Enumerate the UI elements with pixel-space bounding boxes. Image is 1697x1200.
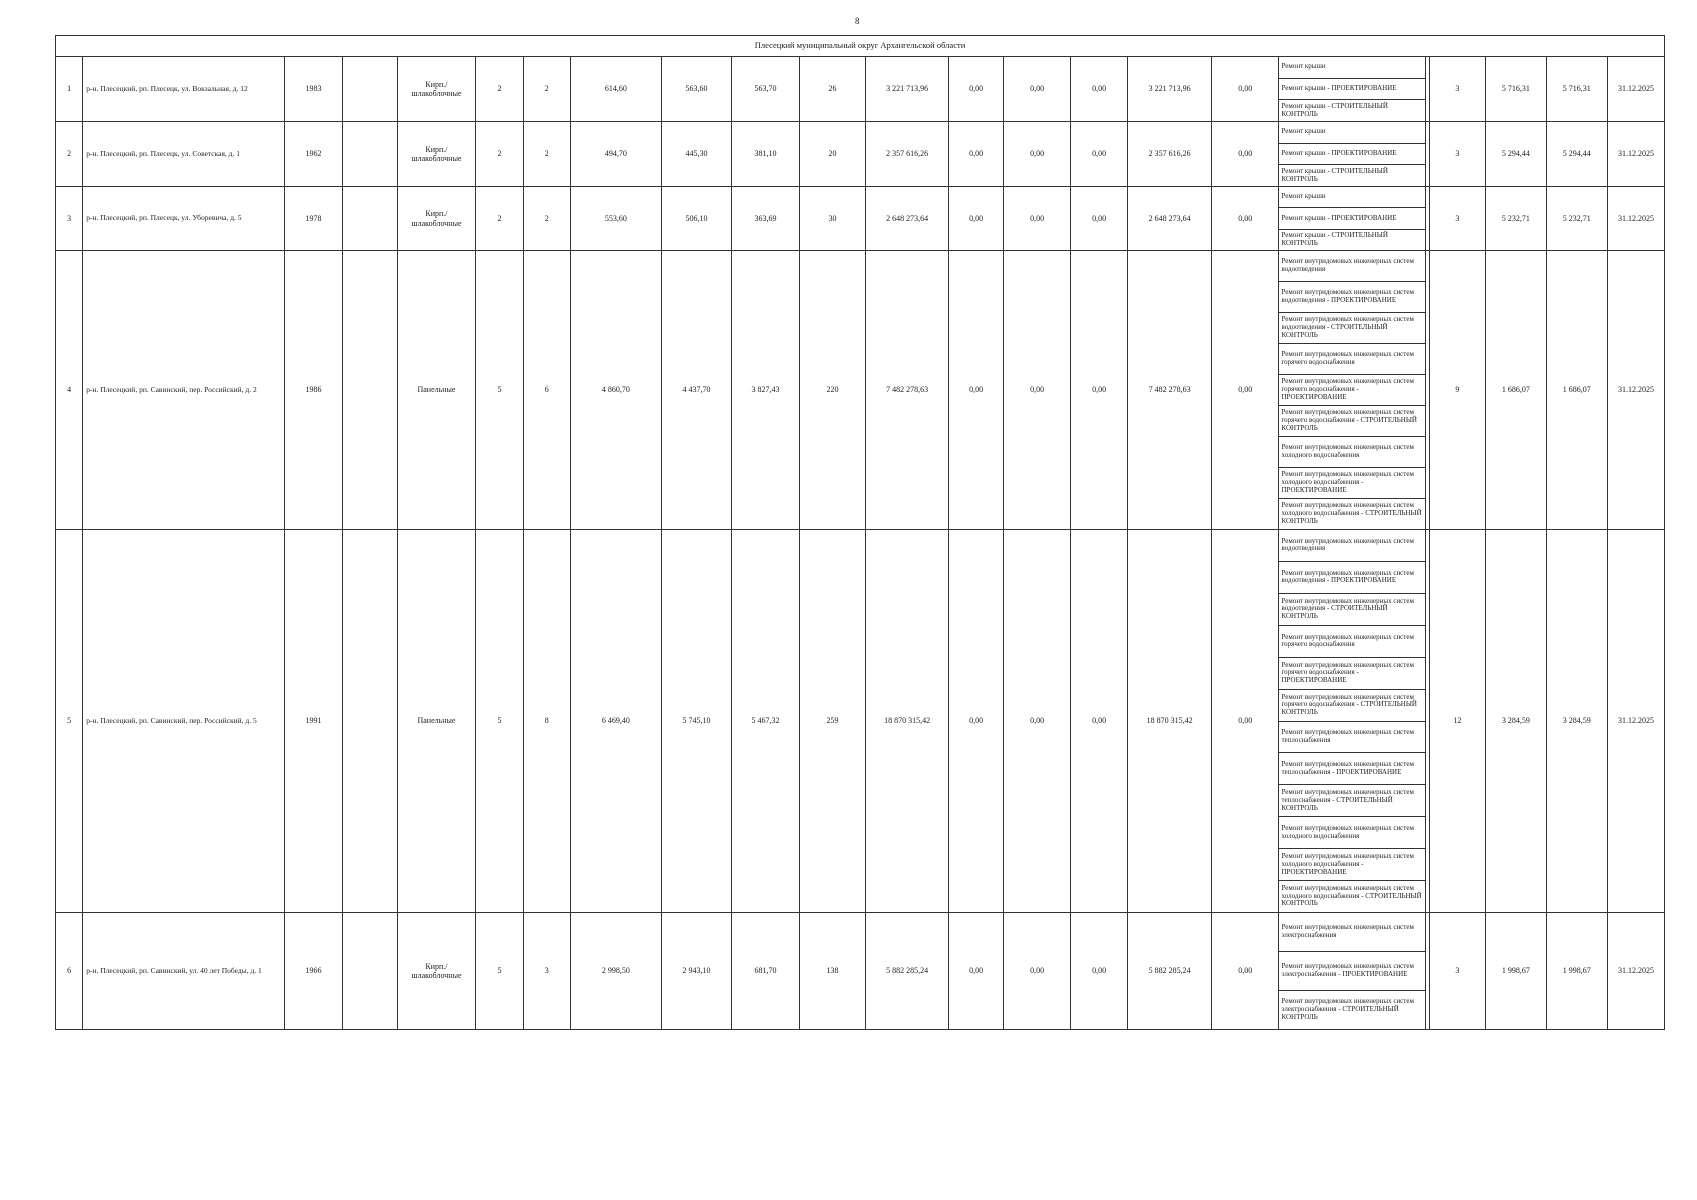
work-item: Ремонт крыши [1279, 122, 1425, 143]
cell-cost-total: 2 648 273,64 [866, 187, 949, 251]
cell-fund-owners: 5 882 285,24 [1128, 913, 1212, 1030]
work-item: Ремонт внутридомовых инженерных систем теплоснабжения - СТРОИТЕЛЬНЫЙ КОНТРОЛЬ [1279, 784, 1425, 816]
work-item: Ремонт внутридомовых инженерных систем горячего водоснабжения [1279, 625, 1425, 657]
cell-area-b: 381,10 [732, 122, 800, 187]
cell-col4 [343, 530, 397, 913]
cell-works [1279, 122, 1429, 187]
cell-limit-cost: 3 284,59 [1546, 530, 1607, 913]
work-item: Ремонт внутридомовых инженерных систем водоотведения - СТРОИТЕЛЬНЫЙ КОНТРОЛЬ [1279, 593, 1425, 625]
page-number: 8 [855, 16, 860, 26]
cell-works [1279, 530, 1429, 913]
cell-address: р-н. Плесецкий, рп. Савинский, ул. 40 лет Победы, д. 1 [83, 913, 285, 1030]
cell-deadline: 31.12.2025 [1608, 913, 1665, 1030]
work-item: Ремонт внутридомовых инженерных систем горячего водоснабжения - ПРОЕКТИРОВАНИЕ [1279, 657, 1425, 689]
works-list [1279, 251, 1428, 529]
cell-area-total: 553,60 [570, 187, 661, 251]
cell-work-count: 3 [1429, 187, 1485, 251]
cell-works [1279, 913, 1429, 1030]
work-item: Ремонт крыши - СТРОИТЕЛЬНЫЙ КОНТРОЛЬ [1279, 164, 1425, 186]
cell-fund-b: 0,00 [1004, 122, 1071, 187]
cell-fund-owners: 7 482 278,63 [1128, 251, 1212, 530]
cell-area-b: 5 467,32 [732, 530, 800, 913]
cell-address: р-н. Плесецкий, рп. Плесецк, ул. Уборевича, д. 5 [83, 187, 285, 251]
work-item: Ремонт внутридомовых инженерных систем теплоснабжения - ПРОЕКТИРОВАНИЕ [1279, 752, 1425, 784]
cell-cost-total: 7 482 278,63 [866, 251, 949, 530]
section-title: Плесецкий муниципальный округ Архангельской области [56, 36, 1665, 57]
cell-works [1279, 57, 1429, 122]
cell-material: Кирп./ шлакоблочные [397, 187, 476, 251]
cell-fund-a: 0,00 [948, 251, 1003, 530]
work-item: Ремонт внутридомовых инженерных систем теплоснабжения [1279, 721, 1425, 753]
cell-entrances: 6 [523, 251, 570, 530]
cell-fund-owners: 18 870 315,42 [1128, 530, 1212, 913]
capital-repair-table [55, 35, 1665, 1030]
cell-work-count: 3 [1429, 57, 1485, 122]
cell-fund-other: 0,00 [1211, 122, 1279, 187]
cell-limit-cost: 5 294,44 [1546, 122, 1607, 187]
cell-fund-c: 0,00 [1070, 57, 1127, 122]
work-item: Ремонт внутридомовых инженерных систем горячего водоснабжения - СТРОИТЕЛЬНЫЙ КОНТРОЛЬ [1279, 689, 1425, 721]
cell-col4 [343, 251, 397, 530]
cell-unit-cost: 5 716,31 [1486, 57, 1546, 122]
work-item: Ремонт внутридомовых инженерных систем водоотведения - ПРОЕКТИРОВАНИЕ [1279, 561, 1425, 593]
work-item: Ремонт внутридомовых инженерных систем холодного водоснабжения [1279, 816, 1425, 848]
cell-residents: 30 [799, 187, 866, 251]
cell-fund-a: 0,00 [948, 530, 1003, 913]
work-item: Ремонт внутридомовых инженерных систем водоотведения [1279, 251, 1425, 281]
work-item: Ремонт внутридомовых инженерных систем водоотведения - СТРОИТЕЛЬНЫЙ КОНТРОЛЬ [1279, 312, 1425, 343]
cell-floors: 2 [476, 122, 523, 187]
cell-unit-cost: 5 232,71 [1486, 187, 1546, 251]
cell-residents: 26 [799, 57, 866, 122]
cell-fund-other: 0,00 [1211, 530, 1279, 913]
work-item: Ремонт внутридомовых инженерных систем горячего водоснабжения - ПРОЕКТИРОВАНИЕ [1279, 374, 1425, 405]
cell-area-a: 2 943,10 [661, 913, 732, 1030]
work-item: Ремонт крыши [1279, 57, 1425, 78]
cell-fund-c: 0,00 [1070, 122, 1127, 187]
cell-fund-owners: 2 648 273,64 [1128, 187, 1212, 251]
work-item: Ремонт крыши [1279, 187, 1425, 207]
cell-work-count: 3 [1429, 122, 1485, 187]
cell-fund-c: 0,00 [1070, 530, 1127, 913]
cell-fund-a: 0,00 [948, 57, 1003, 122]
work-item: Ремонт крыши - ПРОЕКТИРОВАНИЕ [1279, 207, 1425, 228]
cell-work-count: 12 [1429, 530, 1485, 913]
cell-limit-cost: 1 998,67 [1546, 913, 1607, 1030]
cell-floors: 2 [476, 57, 523, 122]
cell-fund-b: 0,00 [1004, 530, 1071, 913]
cell-entrances: 3 [523, 913, 570, 1030]
cell-area-a: 506,10 [661, 187, 732, 251]
cell-residents: 20 [799, 122, 866, 187]
cell-material: Кирп./ шлакоблочные [397, 913, 476, 1030]
cell-col4 [343, 57, 397, 122]
works-list [1279, 122, 1428, 186]
cell-num: 1 [56, 57, 83, 122]
work-item: Ремонт внутридомовых инженерных систем горячего водоснабжения [1279, 343, 1425, 374]
cell-year: 1962 [284, 122, 342, 187]
cell-area-b: 681,70 [732, 913, 800, 1030]
cell-fund-a: 0,00 [948, 187, 1003, 251]
cell-col4 [343, 913, 397, 1030]
cell-area-total: 2 998,50 [570, 913, 661, 1030]
cell-year: 1966 [284, 913, 342, 1030]
works-list [1279, 187, 1428, 250]
cell-entrances: 2 [523, 122, 570, 187]
cell-fund-other: 0,00 [1211, 57, 1279, 122]
cell-limit-cost: 5 232,71 [1546, 187, 1607, 251]
cell-num: 5 [56, 530, 83, 913]
work-item: Ремонт внутридомовых инженерных систем холодного водоснабжения - ПРОЕКТИРОВАНИЕ [1279, 467, 1425, 498]
cell-num: 2 [56, 122, 83, 187]
cell-fund-owners: 3 221 713,96 [1128, 57, 1212, 122]
cell-work-count: 9 [1429, 251, 1485, 530]
cell-deadline: 31.12.2025 [1608, 187, 1665, 251]
cell-fund-other: 0,00 [1211, 913, 1279, 1030]
cell-year: 1986 [284, 251, 342, 530]
cell-unit-cost: 1 686,07 [1486, 251, 1546, 530]
cell-num: 3 [56, 187, 83, 251]
cell-works [1279, 251, 1429, 530]
cell-material: Кирп./ шлакоблочные [397, 122, 476, 187]
cell-area-total: 6 469,40 [570, 530, 661, 913]
cell-area-total: 494,70 [570, 122, 661, 187]
work-item: Ремонт внутридомовых инженерных систем водоотведения - ПРОЕКТИРОВАНИЕ [1279, 281, 1425, 312]
cell-material: Панельные [397, 251, 476, 530]
cell-fund-c: 0,00 [1070, 251, 1127, 530]
cell-unit-cost: 5 294,44 [1486, 122, 1546, 187]
cell-material: Панельные [397, 530, 476, 913]
cell-deadline: 31.12.2025 [1608, 251, 1665, 530]
cell-area-b: 3 827,43 [732, 251, 800, 530]
cell-residents: 259 [799, 530, 866, 913]
cell-limit-cost: 1 686,07 [1546, 251, 1607, 530]
cell-area-a: 563,60 [661, 57, 732, 122]
cell-area-a: 4 437,70 [661, 251, 732, 530]
cell-col4 [343, 122, 397, 187]
cell-fund-other: 0,00 [1211, 251, 1279, 530]
cell-year: 1978 [284, 187, 342, 251]
cell-year: 1991 [284, 530, 342, 913]
cell-material: Кирп./ шлакоблочные [397, 57, 476, 122]
cell-fund-c: 0,00 [1070, 913, 1127, 1030]
works-list [1279, 57, 1428, 121]
cell-num: 6 [56, 913, 83, 1030]
cell-works [1279, 187, 1429, 251]
cell-unit-cost: 1 998,67 [1486, 913, 1546, 1030]
cell-residents: 138 [799, 913, 866, 1030]
works-list [1279, 913, 1428, 1029]
cell-fund-owners: 2 357 616,26 [1128, 122, 1212, 187]
cell-address: р-н. Плесецкий, рп. Плесецк, ул. Вокзальная, д. 12 [83, 57, 285, 122]
cell-unit-cost: 3 284,59 [1486, 530, 1546, 913]
cell-area-total: 4 860,70 [570, 251, 661, 530]
cell-fund-b: 0,00 [1004, 57, 1071, 122]
cell-fund-a: 0,00 [948, 913, 1003, 1030]
cell-entrances: 8 [523, 530, 570, 913]
cell-address: р-н. Плесецкий, рп. Савинский, пер. Российский, д. 2 [83, 251, 285, 530]
table-row [56, 251, 1665, 530]
cell-area-a: 5 745,10 [661, 530, 732, 913]
section-title-row [56, 36, 1665, 57]
cell-fund-a: 0,00 [948, 122, 1003, 187]
cell-fund-b: 0,00 [1004, 913, 1071, 1030]
cell-entrances: 2 [523, 57, 570, 122]
cell-deadline: 31.12.2025 [1608, 122, 1665, 187]
cell-num: 4 [56, 251, 83, 530]
works-list [1279, 530, 1428, 912]
work-item: Ремонт внутридомовых инженерных систем холодного водоснабжения - СТРОИТЕЛЬНЫЙ КОНТРОЛЬ [1279, 498, 1425, 529]
cell-area-a: 445,30 [661, 122, 732, 187]
cell-floors: 5 [476, 251, 523, 530]
table-row [56, 913, 1665, 1030]
cell-cost-total: 18 870 315,42 [866, 530, 949, 913]
work-item: Ремонт внутридомовых инженерных систем холодного водоснабжения - ПРОЕКТИРОВАНИЕ [1279, 848, 1425, 880]
work-item: Ремонт внутридомовых инженерных систем электроснабжения [1279, 913, 1425, 951]
cell-area-total: 614,60 [570, 57, 661, 122]
work-item: Ремонт внутридомовых инженерных систем холодного водоснабжения - СТРОИТЕЛЬНЫЙ КОНТРОЛЬ [1279, 880, 1425, 912]
cell-address: р-н. Плесецкий, рп. Савинский, пер. Российский, д. 5 [83, 530, 285, 913]
table-row [56, 530, 1665, 913]
table-row [56, 57, 1665, 122]
cell-limit-cost: 5 716,31 [1546, 57, 1607, 122]
cell-address: р-н. Плесецкий, рп. Плесецк, ул. Советская, д. 1 [83, 122, 285, 187]
cell-floors: 2 [476, 187, 523, 251]
work-item: Ремонт крыши - СТРОИТЕЛЬНЫЙ КОНТРОЛЬ [1279, 229, 1425, 250]
work-item: Ремонт крыши - ПРОЕКТИРОВАНИЕ [1279, 143, 1425, 165]
work-item: Ремонт внутридомовых инженерных систем водоотведения [1279, 530, 1425, 561]
cell-fund-other: 0,00 [1211, 187, 1279, 251]
work-item: Ремонт внутридомовых инженерных систем электроснабжения - ПРОЕКТИРОВАНИЕ [1279, 951, 1425, 990]
cell-work-count: 3 [1429, 913, 1485, 1030]
cell-cost-total: 5 882 285,24 [866, 913, 949, 1030]
work-item: Ремонт внутридомовых инженерных систем горячего водоснабжения - СТРОИТЕЛЬНЫЙ КОНТРОЛЬ [1279, 405, 1425, 436]
cell-entrances: 2 [523, 187, 570, 251]
cell-cost-total: 2 357 616,26 [866, 122, 949, 187]
work-item: Ремонт крыши - СТРОИТЕЛЬНЫЙ КОНТРОЛЬ [1279, 99, 1425, 121]
cell-fund-b: 0,00 [1004, 251, 1071, 530]
work-item: Ремонт внутридомовых инженерных систем холодного водоснабжения [1279, 436, 1425, 467]
work-item: Ремонт крыши - ПРОЕКТИРОВАНИЕ [1279, 78, 1425, 100]
work-item: Ремонт внутридомовых инженерных систем электроснабжения - СТРОИТЕЛЬНЫЙ КОНТРОЛЬ [1279, 990, 1425, 1029]
cell-floors: 5 [476, 530, 523, 913]
table-row [56, 122, 1665, 187]
cell-floors: 5 [476, 913, 523, 1030]
cell-cost-total: 3 221 713,96 [866, 57, 949, 122]
cell-residents: 220 [799, 251, 866, 530]
cell-deadline: 31.12.2025 [1608, 57, 1665, 122]
cell-fund-c: 0,00 [1070, 187, 1127, 251]
table-row [56, 187, 1665, 251]
cell-area-b: 363,69 [732, 187, 800, 251]
cell-area-b: 563,70 [732, 57, 800, 122]
cell-fund-b: 0,00 [1004, 187, 1071, 251]
cell-deadline: 31.12.2025 [1608, 530, 1665, 913]
cell-year: 1983 [284, 57, 342, 122]
cell-col4 [343, 187, 397, 251]
